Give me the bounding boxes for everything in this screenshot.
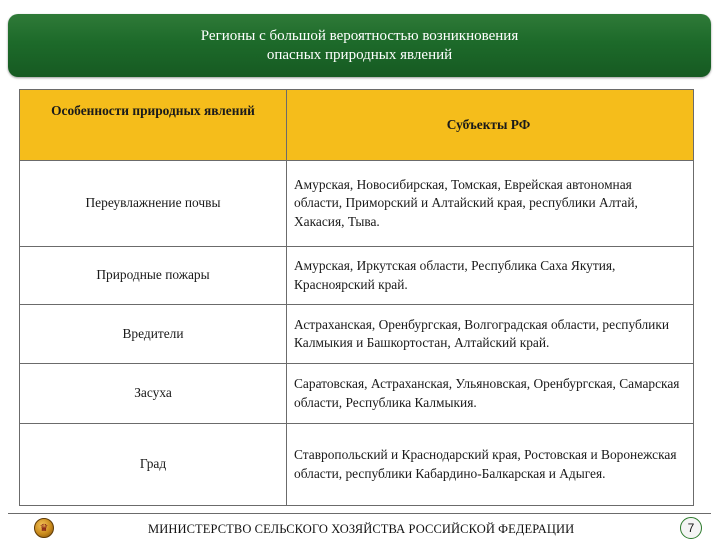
table-row [20, 364, 694, 424]
regions-cell: Ставропольский и Краснодарский края, Ростовская и Воронежская области, республики Кабардино-Балкарская и Адыгея. [287, 424, 694, 506]
table-row [20, 161, 694, 247]
table-row [20, 424, 694, 506]
regions-cell: Астраханская, Оренбургская, Волгоградская области, республики Калмыкия и Башкортостан, Алтайский край. [287, 305, 694, 364]
title-banner [8, 14, 711, 77]
header-regions: Субъекты РФ [287, 90, 694, 161]
phenomenon-cell: Град [20, 424, 287, 506]
page-number: 7 [680, 517, 702, 539]
coat-of-arms-icon: ♛ [34, 518, 54, 538]
table-row [20, 247, 694, 305]
title-line-2: опасных природных явлений [266, 46, 453, 63]
phenomenon-cell: Переувлажнение почвы [20, 161, 287, 247]
phenomenon-cell: Природные пожары [20, 247, 287, 305]
regions-cell: Саратовская, Астраханская, Ульяновская, Оренбургская, Самарская области, Республика Калмыкия. [287, 364, 694, 424]
ministry-name: МИНИСТЕРСТВО СЕЛЬСКОГО ХОЗЯЙСТВА РОССИЙСКОЙ ФЕДЕРАЦИИ [148, 522, 575, 536]
table-row [20, 305, 694, 364]
phenomenon-cell: Вредители [20, 305, 287, 364]
header-phenomena: Особенности природных явлений [20, 90, 287, 161]
phenomenon-cell: Засуха [20, 364, 287, 424]
regions-cell: Амурская, Новосибирская, Томская, Еврейская автономная области, Приморский и Алтайский края, республики Алтай, Хакасия, Тыва. [287, 161, 694, 247]
title-line-1: Регионы с большой вероятностью возникновения [200, 27, 519, 44]
footer-divider [8, 513, 711, 514]
table-header-row [20, 90, 694, 161]
regions-table [19, 89, 694, 506]
regions-cell: Амурская, Иркутская области, Республика Саха Якутия, Красноярский край. [287, 247, 694, 305]
